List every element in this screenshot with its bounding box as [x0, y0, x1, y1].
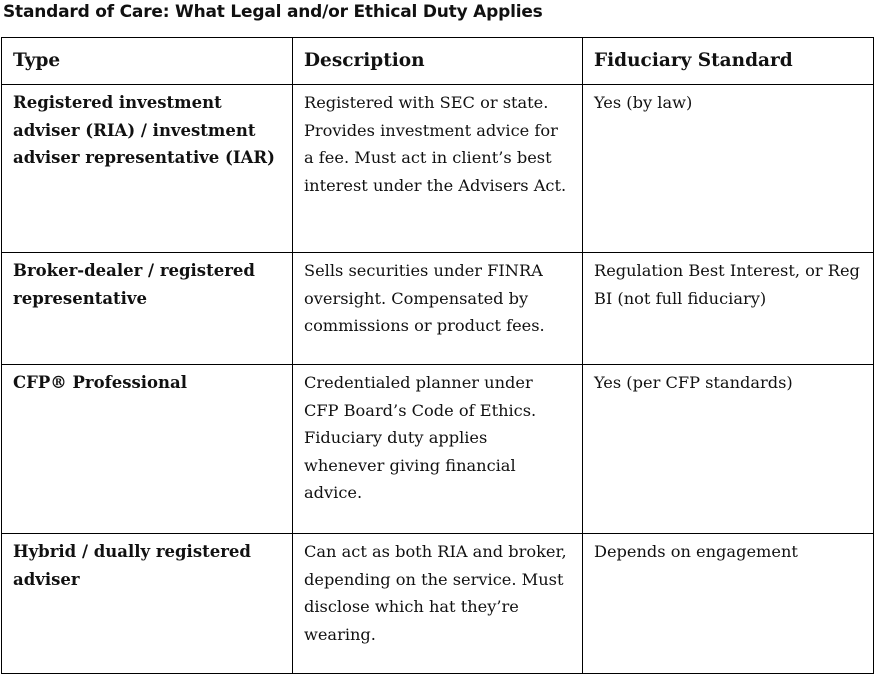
cell-fiduciary-standard: Depends on engagement	[583, 534, 874, 674]
table-row	[2, 85, 874, 253]
table-header-row	[2, 38, 874, 85]
cell-type: Broker-dealer / registered representative	[2, 253, 293, 365]
table-row	[2, 365, 874, 534]
cell-description: Can act as both RIA and broker, depending on the service. Must disclose which hat they’re wearing.	[293, 534, 583, 674]
table-row	[2, 534, 874, 674]
header-description: Description	[293, 38, 583, 85]
cell-description: Credentialed planner under CFP Board’s Code of Ethics. Fiduciary duty applies whenever giving financial advice.	[293, 365, 583, 534]
cell-fiduciary-standard: Yes (by law)	[583, 85, 874, 253]
cell-type: Hybrid / dually registered adviser	[2, 534, 293, 674]
cell-fiduciary-standard: Regulation Best Interest, or Reg BI (not full fiduciary)	[583, 253, 874, 365]
standard-of-care-table	[1, 37, 874, 674]
table-row	[2, 253, 874, 365]
cell-type: CFP® Professional	[2, 365, 293, 534]
header-type: Type	[2, 38, 293, 85]
cell-description: Sells securities under FINRA oversight. Compensated by commissions or product fees.	[293, 253, 583, 365]
cell-type: Registered investment adviser (RIA) / investment adviser representative (IAR)	[2, 85, 293, 253]
document-title: Standard of Care: What Legal and/or Ethical Duty Applies	[3, 2, 543, 22]
cell-fiduciary-standard: Yes (per CFP standards)	[583, 365, 874, 534]
header-fiduciary-standard: Fiduciary Standard	[583, 38, 874, 85]
cell-description: Registered with SEC or state. Provides investment advice for a fee. Must act in client’s best interest under the Advisers Act.	[293, 85, 583, 253]
